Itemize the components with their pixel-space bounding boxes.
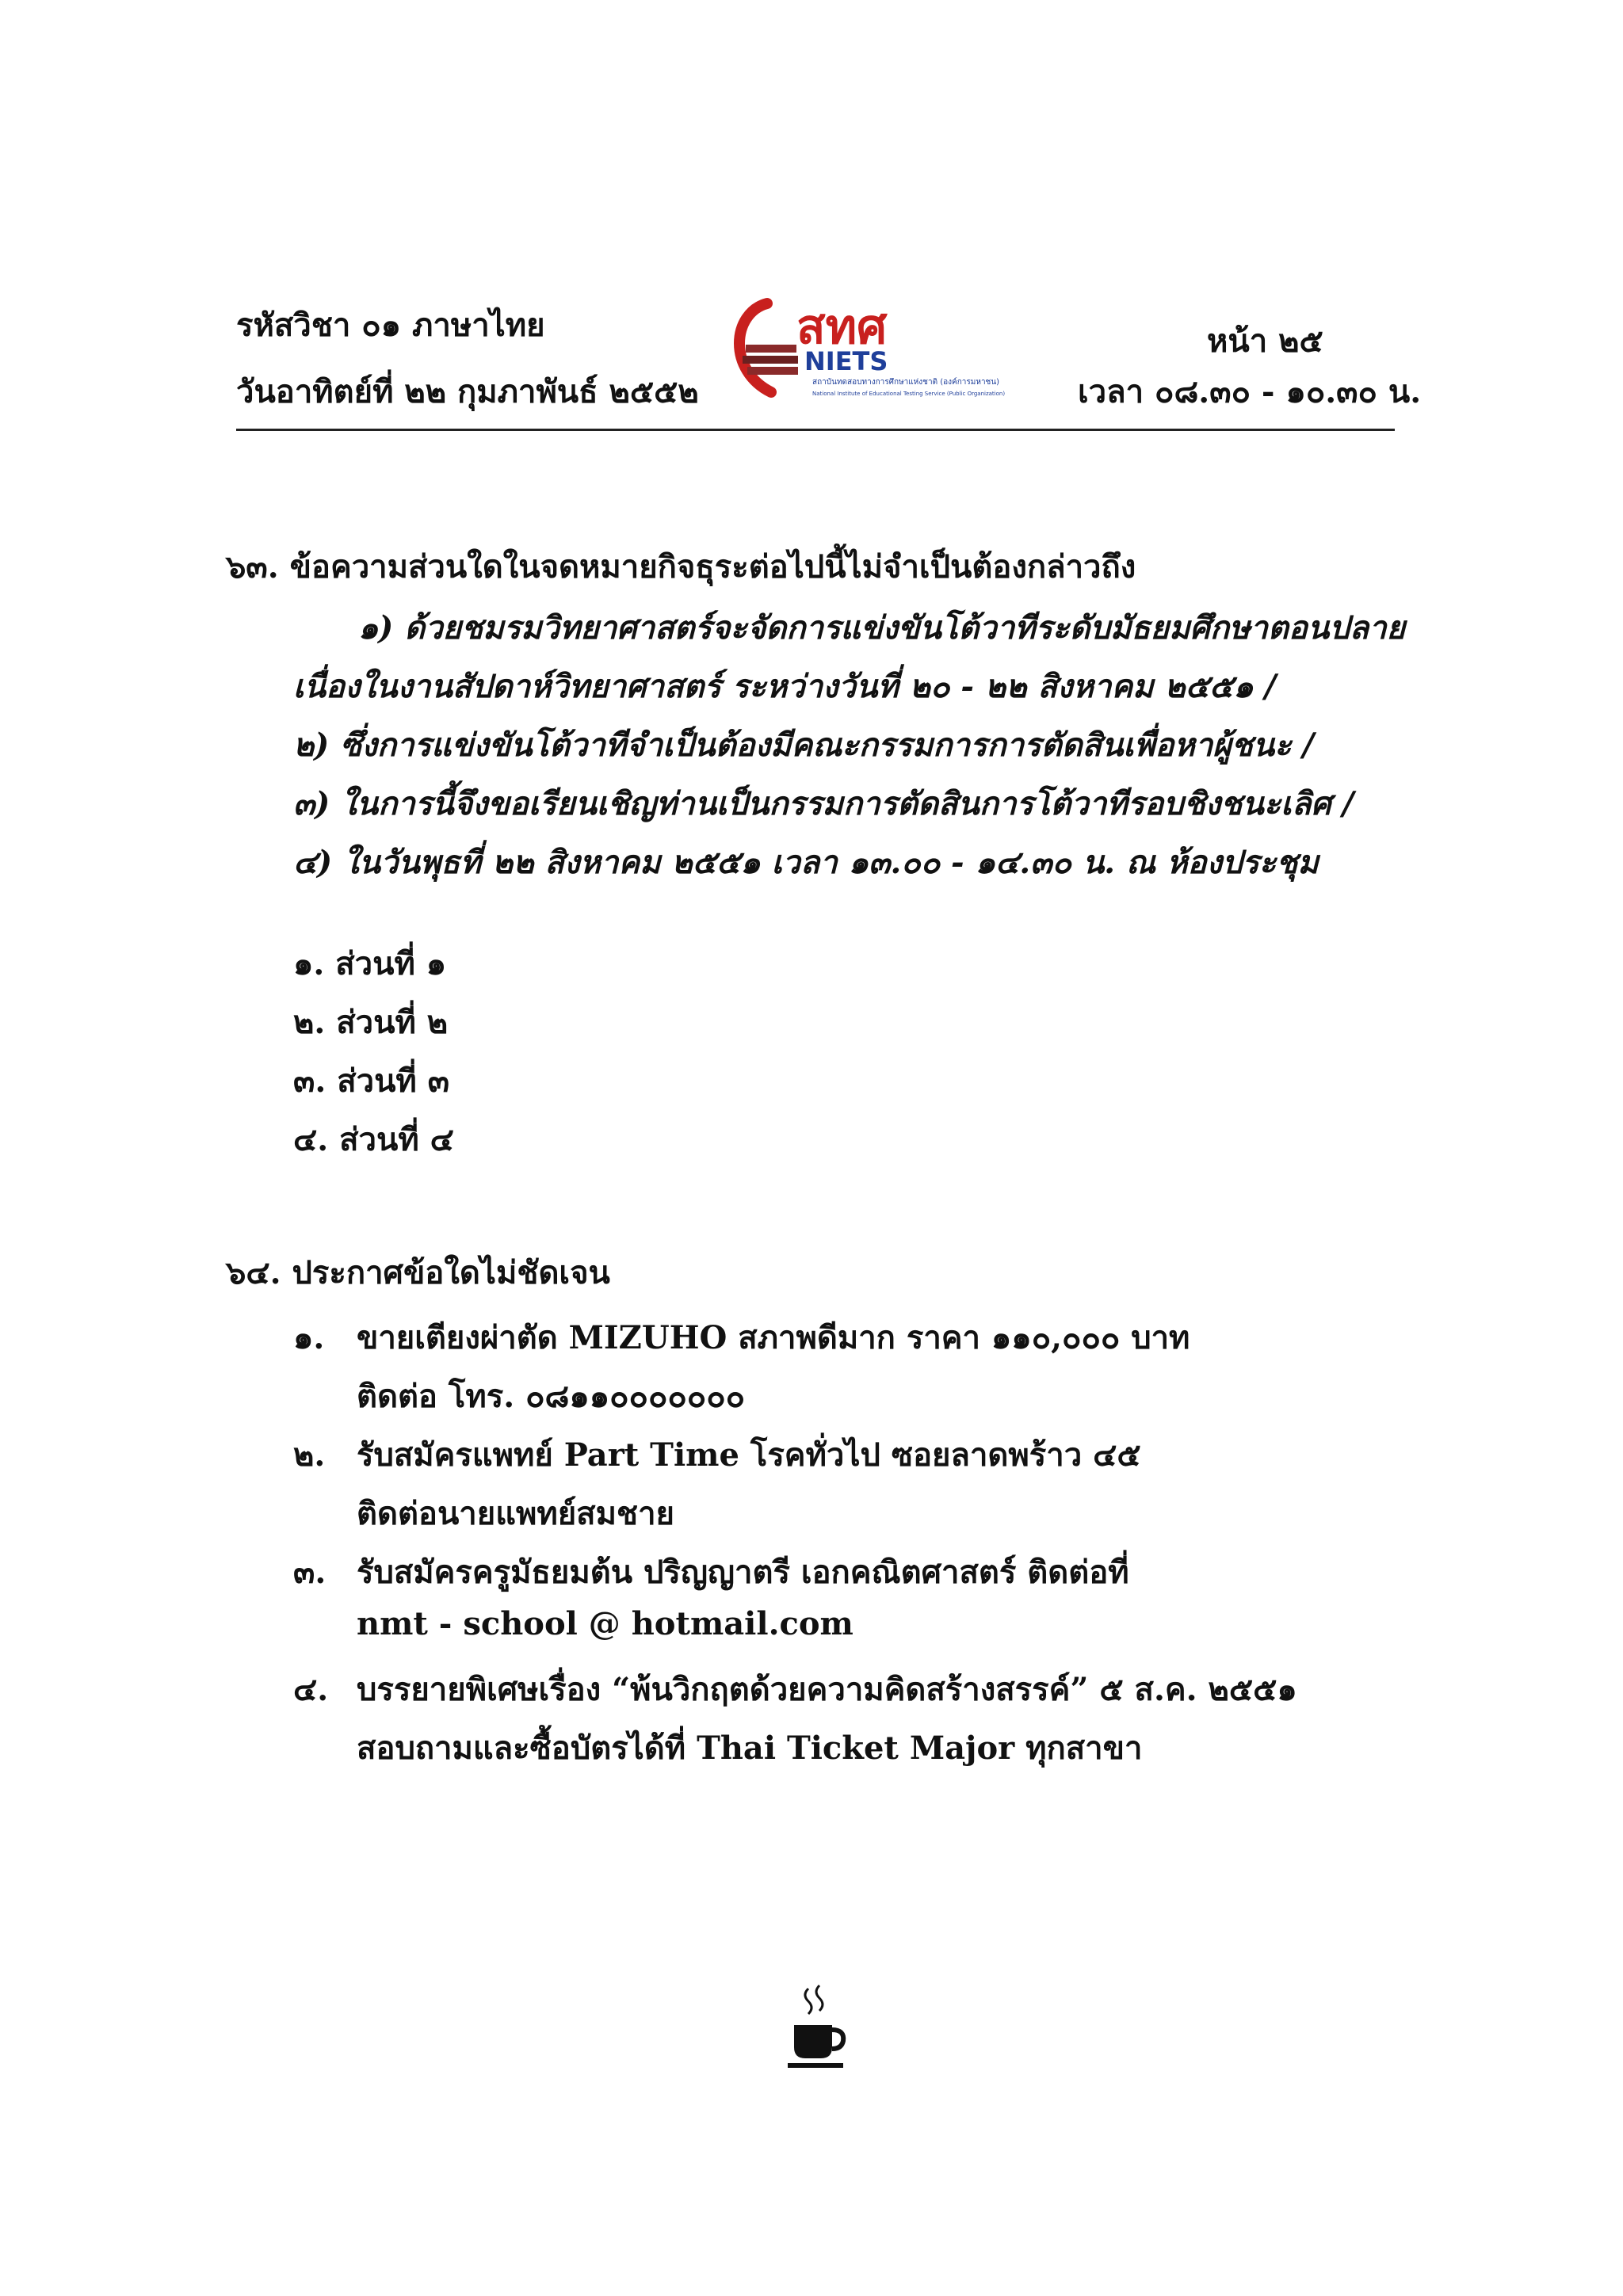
q64-choice-num: ๓. (293, 1554, 327, 1591)
exam-date: วันอาทิตย์ที่ ๒๒ กุมภาพันธ์ ๒๕๕๒ (236, 373, 699, 410)
q64-choice-num: ๑. (293, 1319, 325, 1356)
q64-choice-1-line1: ขายเตียงผ่าตัด MIZUHO สภาพดีมาก ราคา ๑๑๐,๐๐๐ บาท (357, 1319, 1190, 1356)
logo-brand: NIETS (804, 346, 888, 376)
q64-choice-4-line1: บรรยายพิเศษเรื่อง “พ้นวิกฤตด้วยความคิดสร้างสรรค์” ๕ ส.ค. ๒๕๕๑ (357, 1671, 1297, 1708)
q64-choice-2-line2: ติดต่อนายแพทย์สมชาย (357, 1495, 674, 1532)
q64-choice-3-line2: nmt - school @ hotmail.com (357, 1605, 854, 1642)
q63-choice-1: ๑. ส่วนที่ ๑ (293, 945, 447, 982)
q63-passage-line: ๒) ซึ่งการแข่งขันโต้วาทีจำเป็นต้องมีคณะกรรมการการตัดสินเพื่อหาผู้ชนะ / (293, 727, 1315, 764)
logo-org-th: สถาบันทดสอบทางการศึกษาแห่งชาติ (องค์การมหาชน) (812, 378, 1000, 387)
q63-stem: ๖๓. ข้อความส่วนใดในจดหมายกิจธุระต่อไปนี้ไม่จำเป็นต้องกล่าวถึง (226, 548, 1136, 585)
q64-choice-num: ๒. (293, 1436, 326, 1474)
q63-passage-line: ๓) ในการนี้จึงขอเรียนเชิญท่านเป็นกรรมการตัดสินการโต้วาทีรอบชิงชนะเลิศ / (293, 785, 1354, 822)
q64-choice-4-line2: สอบถามและซื้อบัตรได้ที่ Thai Ticket Major ทุกสาขา (357, 1730, 1143, 1767)
logo-org-en: National Institute of Educational Testing Service (Public Organization) (812, 391, 1006, 397)
q63-passage-line: ๔) ในวันพุธที่ ๒๒ สิงหาคม ๒๕๕๑ เวลา ๑๓.๐๐ - ๑๔.๓๐ น. ณ ห้องประชุม (293, 844, 1319, 881)
q63-choice-3: ๓. ส่วนที่ ๓ (293, 1062, 450, 1100)
page-number: หน้า ๒๕ (1207, 322, 1323, 360)
coffee-cup-icon (785, 1981, 848, 2076)
q63-choice-2: ๒. ส่วนที่ ๒ (293, 1004, 449, 1041)
subject-code: รหัสวิชา ๐๑ ภาษาไทย (236, 307, 545, 344)
niets-logo (724, 296, 1088, 399)
header-rule (236, 429, 1395, 431)
logo-abbr: สทศ (796, 299, 888, 355)
q64-choice-3-line1: รับสมัครครูมัธยมต้น ปริญญาตรี เอกคณิตศาสตร์ ติดต่อที่ (357, 1554, 1129, 1591)
exam-time: เวลา ๐๘.๓๐ - ๑๐.๓๐ น. (1078, 373, 1422, 410)
q63-passage-line: เนื่องในงานสัปดาห์วิทยาศาสตร์ ระหว่างวันที่ ๒๐ - ๒๒ สิงหาคม ๒๕๕๑ / (293, 668, 1277, 705)
q64-choice-1-line2: ติดต่อ โทร. ๐๘๑๑๐๐๐๐๐๐๐ (357, 1378, 746, 1415)
q63-passage-line: ๑) ด้วยชมรมวิทยาศาสตร์จะจัดการแข่งขันโต้วาทีระดับมัธยมศึกษาตอนปลาย (358, 609, 1406, 646)
q64-choice-num: ๔. (293, 1671, 329, 1708)
q63-choice-4: ๔. ส่วนที่ ๔ (293, 1121, 454, 1158)
q64-stem: ๖๔. ประกาศข้อใดไม่ชัดเจน (226, 1254, 610, 1291)
q64-choice-2-line1: รับสมัครแพทย์ Part Time โรคทั่วไป ซอยลาดพร้าว ๔๕ (357, 1436, 1141, 1474)
